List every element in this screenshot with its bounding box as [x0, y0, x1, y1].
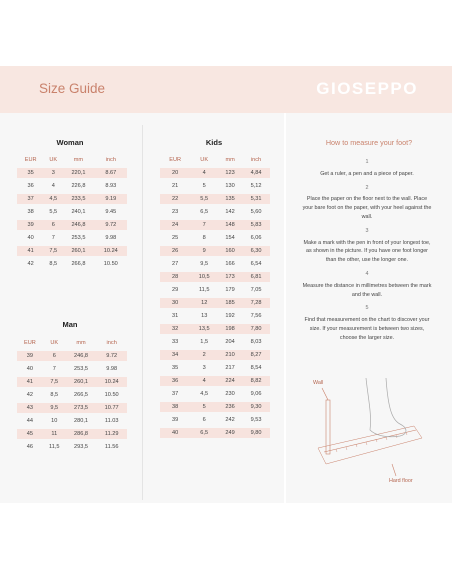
table-cell: 11 — [43, 429, 66, 439]
table-cell: 6,5 — [190, 428, 218, 438]
kids-title: Kids — [205, 138, 223, 147]
table-cell: 13 — [201, 313, 208, 319]
table-cell: 246,8 — [66, 351, 97, 361]
table-row — [17, 194, 127, 204]
table-cell: 11.03 — [104, 418, 119, 424]
table-cell: 123 — [218, 168, 242, 178]
table-cell: 35 — [17, 168, 44, 178]
table-cell: 7,28 — [242, 298, 270, 308]
table-cell: 13,5 — [190, 324, 218, 334]
table-cell: 40 — [26, 366, 34, 372]
man-title: Man — [62, 320, 78, 329]
table-cell: 266,5 — [74, 392, 89, 398]
column-header: EUR — [24, 157, 37, 163]
table-row — [160, 285, 270, 295]
table-row — [160, 389, 270, 399]
table-row — [160, 246, 270, 256]
table-cell: 4,5 — [44, 194, 62, 204]
table-row — [160, 220, 270, 230]
table-cell: 8,27 — [242, 350, 270, 360]
table-cell: 4 — [190, 376, 218, 386]
step-text: Place the paper on the floor next to the wall. Place your bare foot on the paper, with your heel against the wall. — [302, 196, 432, 220]
table-cell: 148 — [218, 220, 242, 230]
table-cell: 36 — [160, 376, 190, 386]
kids-size-table — [160, 152, 270, 441]
table-cell: 5,5 — [49, 209, 58, 215]
table-cell: 10,5 — [190, 272, 218, 282]
table-row — [160, 376, 270, 386]
table-cell: 9,80 — [242, 428, 270, 438]
table-cell: 6,06 — [250, 235, 262, 241]
table-row — [160, 363, 270, 373]
table-cell: 7,56 — [250, 313, 262, 319]
table-cell: 5,83 — [242, 220, 270, 230]
table-cell: 266,8 — [71, 261, 86, 267]
table-cell: 9,06 — [250, 391, 262, 397]
table-cell: 34 — [160, 350, 190, 360]
table-cell: 7 — [52, 366, 56, 372]
table-cell: 25 — [172, 235, 179, 241]
wall-pointer-line — [322, 388, 328, 400]
column-header: inch — [106, 340, 117, 346]
table-cell: 29 — [172, 287, 179, 293]
table-row — [160, 324, 270, 334]
table-row — [160, 181, 270, 191]
table-cell: 41 — [17, 246, 44, 256]
table-cell: 230 — [225, 391, 235, 397]
table-cell: 185 — [218, 298, 242, 308]
table-cell: 1,5 — [200, 339, 209, 345]
table-header-row — [17, 155, 127, 165]
woman-title: Woman — [56, 138, 84, 147]
table-cell: 10.77 — [96, 403, 127, 413]
table-cell: 40 — [160, 428, 190, 438]
table-cell: 7 — [51, 235, 55, 241]
table-row — [160, 233, 270, 243]
paper-outline — [318, 426, 422, 464]
table-cell: 9.19 — [95, 194, 127, 204]
table-row — [17, 351, 127, 361]
column-header: inch — [105, 157, 116, 163]
table-row — [160, 259, 270, 269]
table-cell: 8,5 — [50, 392, 59, 398]
table-row — [17, 168, 127, 178]
table-row — [160, 194, 270, 204]
table-cell: 6 — [202, 417, 206, 423]
table-row — [17, 364, 127, 374]
table-cell: 4 — [190, 168, 218, 178]
table-row — [160, 311, 270, 321]
table-cell: 4 — [51, 183, 55, 189]
table-cell: 9,53 — [250, 417, 262, 423]
table-cell: 6,5 — [200, 209, 209, 215]
table-cell: 45 — [17, 429, 43, 439]
step-number: 5 — [365, 305, 369, 312]
table-cell: 24 — [160, 220, 190, 230]
table-cell: 10.24 — [95, 246, 127, 256]
table-cell: 226,8 — [71, 183, 86, 189]
column-header: UK — [200, 157, 209, 163]
table-cell: 11,5 — [49, 444, 60, 450]
table-cell: 2 — [190, 350, 218, 360]
table-cell: 9.45 — [105, 209, 117, 215]
table-row — [17, 259, 127, 269]
step-number: 4 — [365, 270, 369, 277]
table-cell: 10 — [51, 418, 58, 424]
table-cell: 23 — [172, 209, 179, 215]
floor-pointer-line — [392, 464, 396, 476]
table-cell: 224 — [218, 376, 242, 386]
table-cell: 6,30 — [242, 246, 270, 256]
table-cell: 260,1 — [62, 246, 94, 256]
table-cell: 38 — [27, 209, 34, 215]
table-cell: 11.56 — [104, 444, 119, 450]
table-cell: 3 — [44, 168, 62, 178]
table-cell: 43 — [17, 403, 43, 413]
table-cell: 26 — [160, 246, 190, 256]
table-row — [17, 429, 127, 439]
table-row — [17, 207, 127, 217]
table-cell: 166 — [225, 261, 235, 267]
table-cell: 20 — [160, 168, 190, 178]
table-cell: 8.67 — [95, 168, 127, 178]
column-header: UK — [50, 340, 59, 346]
table-cell: 9.98 — [105, 235, 117, 241]
table-cell: 9.98 — [106, 366, 118, 372]
table-cell: 4,84 — [242, 168, 270, 178]
table-cell: 160 — [218, 246, 242, 256]
table-cell: 11.29 — [96, 429, 127, 439]
table-row — [160, 168, 270, 178]
table-cell: 273,5 — [66, 403, 97, 413]
table-cell: 21 — [172, 183, 179, 189]
table-cell: 253,5 — [71, 235, 86, 241]
page-title: Size Guide — [39, 81, 106, 96]
table-cell: 40 — [27, 235, 34, 241]
table-cell: 9 — [190, 246, 218, 256]
step-number: 1 — [365, 159, 369, 165]
table-cell: 5,60 — [250, 209, 262, 215]
table-cell: 9,30 — [242, 402, 270, 412]
table-cell: 5,12 — [250, 183, 262, 189]
step-number: 3 — [365, 227, 369, 234]
table-cell: 32 — [160, 324, 190, 334]
table-row — [160, 272, 270, 282]
table-row — [17, 416, 127, 426]
column-header: mm — [225, 157, 235, 163]
table-cell: 8 — [202, 235, 206, 241]
table-cell: 8,5 — [49, 261, 58, 267]
table-cell: 39 — [17, 351, 43, 361]
table-cell: 10.50 — [103, 261, 118, 267]
table-cell: 11,5 — [198, 287, 210, 293]
table-cell: 10.24 — [96, 377, 127, 387]
table-cell: 130 — [225, 183, 235, 189]
table-row — [17, 442, 127, 452]
table-cell: 280,1 — [74, 418, 89, 424]
table-cell: 44 — [26, 418, 34, 424]
table-cell: 5 — [190, 402, 218, 412]
table-cell: 204 — [225, 339, 235, 345]
table-row — [17, 403, 127, 413]
floor-label: Hard floor — [389, 478, 413, 484]
table-cell: 39 — [17, 220, 44, 230]
table-cell: 253,5 — [74, 366, 89, 372]
table-row — [160, 207, 270, 217]
table-cell: 10.50 — [104, 392, 119, 398]
table-cell: 8,54 — [250, 365, 262, 371]
woman-size-table — [17, 152, 127, 272]
how-to-measure-title: How to measure your foot? — [325, 138, 413, 147]
wall-label: Wall — [313, 380, 324, 386]
table-cell: 5 — [202, 183, 206, 189]
step-text: Make a mark with the pen in front of your longest toe, as shown in the picture. If you have one foot longer than the other, use the longer one. — [303, 239, 431, 264]
table-cell: 6,54 — [250, 261, 262, 267]
table-cell: 286,8 — [66, 429, 97, 439]
column-header: EUR — [24, 340, 36, 346]
table-cell: 7 — [190, 220, 218, 230]
table-cell: 36 — [27, 183, 34, 189]
table-cell: 39 — [172, 417, 179, 423]
table-cell: 246,8 — [62, 220, 94, 230]
table-cell: 28 — [160, 272, 190, 282]
table-cell: 9,5 — [43, 403, 66, 413]
table-row — [17, 220, 127, 230]
table-cell: 135 — [218, 194, 242, 204]
table-cell: 9.72 — [96, 351, 127, 361]
table-cell: 142 — [225, 209, 235, 215]
table-cell: 4,5 — [200, 391, 209, 397]
table-cell: 5,5 — [190, 194, 218, 204]
column-header: mm — [73, 157, 84, 163]
table-cell: 179 — [225, 287, 235, 293]
column-header: UK — [49, 157, 58, 163]
table-row — [160, 415, 270, 425]
table-cell: 249 — [218, 428, 242, 438]
table-row — [160, 428, 270, 438]
foot-outline — [366, 378, 406, 437]
step-text: Get a ruler, a pen and a piece of paper. — [320, 170, 414, 177]
table-cell: 242 — [225, 417, 235, 423]
table-row — [160, 337, 270, 347]
table-cell: 7,5 — [43, 377, 66, 387]
table-row — [160, 298, 270, 308]
table-cell: 5,31 — [242, 194, 270, 204]
table-header-row — [160, 155, 270, 165]
table-cell: 37 — [17, 194, 44, 204]
table-cell: 198 — [218, 324, 242, 334]
foot-measure-illustration — [296, 378, 446, 488]
table-cell: 8,82 — [242, 376, 270, 386]
table-cell: 6,81 — [242, 272, 270, 282]
brand-logo: GIOSEPPO — [316, 79, 418, 98]
table-row — [17, 377, 127, 387]
table-cell: 173 — [218, 272, 242, 282]
table-cell: 27 — [172, 261, 179, 267]
table-cell: 192 — [225, 313, 235, 319]
table-cell: 30 — [160, 298, 190, 308]
table-cell: 42 — [27, 261, 34, 267]
table-cell: 22 — [160, 194, 190, 204]
step-number: 2 — [365, 184, 369, 191]
table-cell: 154 — [225, 235, 235, 241]
table-cell: 38 — [160, 402, 190, 412]
table-cell: 33 — [172, 339, 179, 345]
table-cell: 35 — [172, 365, 179, 371]
table-cell: 3 — [202, 365, 206, 371]
column-divider — [142, 125, 143, 500]
table-cell: 31 — [172, 313, 179, 319]
man-size-table — [17, 335, 127, 455]
table-row — [17, 390, 127, 400]
table-cell: 7,80 — [242, 324, 270, 334]
table-row — [160, 350, 270, 360]
table-cell: 9,5 — [200, 261, 209, 267]
table-cell: 6 — [43, 351, 66, 361]
table-cell: 9.72 — [95, 220, 127, 230]
table-cell: 46 — [26, 444, 34, 450]
table-row — [17, 181, 127, 191]
table-cell: 6 — [44, 220, 62, 230]
table-header-row — [17, 338, 127, 348]
table-row — [17, 233, 127, 243]
table-cell: 236 — [218, 402, 242, 412]
step-text: Measure the distance in millimetres between the mark and the wall. — [302, 282, 432, 298]
table-cell: 8,03 — [250, 339, 262, 345]
table-row — [17, 246, 127, 256]
table-cell: 41 — [17, 377, 43, 387]
table-cell: 7,5 — [44, 246, 62, 256]
table-cell: 233,5 — [62, 194, 94, 204]
table-row — [160, 402, 270, 412]
table-cell: 220,1 — [62, 168, 94, 178]
ruler-line — [324, 430, 416, 452]
column-header: inch — [250, 157, 262, 163]
table-cell: 8.93 — [105, 183, 117, 189]
table-cell: 293,5 — [74, 444, 89, 450]
table-cell: 210 — [218, 350, 242, 360]
header-banner — [0, 66, 452, 113]
measure-steps — [302, 158, 432, 348]
table-cell: 240,1 — [71, 209, 86, 215]
column-header: mm — [76, 340, 86, 346]
column-header: EUR — [169, 157, 182, 163]
table-cell: 260,1 — [66, 377, 97, 387]
step-text: Find that measurement on the chart to discover your size. If your measurement is between two sizes, choose the larger size. — [304, 317, 430, 341]
table-cell: 7,05 — [250, 287, 262, 293]
table-cell: 42 — [26, 392, 34, 398]
table-cell: 12 — [190, 298, 218, 308]
table-cell: 217 — [225, 365, 235, 371]
table-cell: 37 — [172, 391, 179, 397]
